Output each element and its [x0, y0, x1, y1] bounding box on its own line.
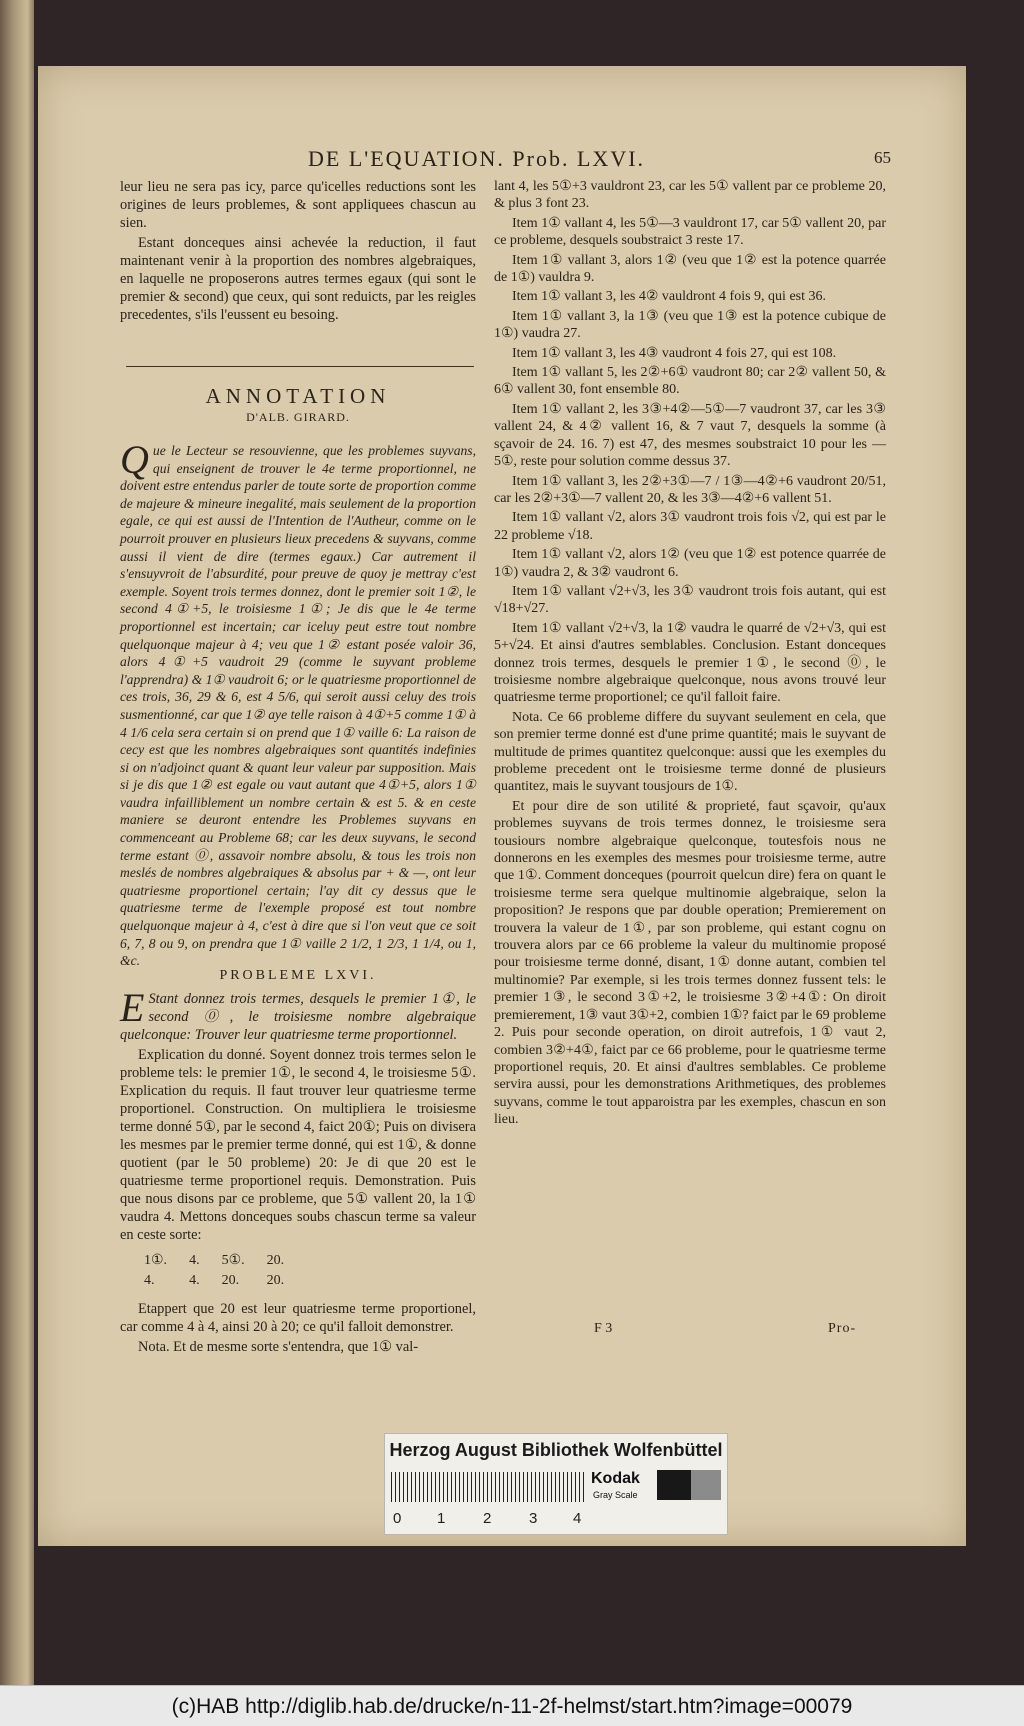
right-paragraph: lant 4, les 5①+3 vauldront 23, car les 5① vallent par ce probleme 20, & plus 3 font 23.	[494, 179, 886, 212]
table-cell: 1①.	[144, 1253, 168, 1268]
right-paragraph: Nota. Ce 66 probleme differe du suyvant seulement en cela, que son premier terme donné est d'une prime quantité; mais le suyvant de multitude de primes quantitez quelconque: aussi que les exemples du probleme precedent ont le troisiesme terme donné de plusieurs quantitez, mais le suyvant tousjours de 1①.	[494, 709, 886, 795]
table-row	[144, 1252, 306, 1272]
catchword: Pro-	[828, 1321, 857, 1336]
ruler-number: 2	[483, 1510, 492, 1527]
book-page	[38, 66, 966, 1546]
problem-title: PROBLEME LXVI.	[219, 968, 377, 983]
table-cell: 20.	[221, 1273, 240, 1288]
right-paragraph: Et pour dire de son utilité & proprieté, faut sçavoir, qu'aux problemes suyvans de trois termes donnez, le troisiesme sera tousiours nombre algebraique quelconque, toutesfois nous ne donnerons en les exemples des mesmes pour troisiesme terme, autre que 1①. Comment donceques (pourroit quelcun dire) fera on quant le troisiesme terme sera quelque multinomie algebraique, selon la proposition? Je respons que par double operation; Premierement on trouvera la valeur de 1①, par son probleme, qui estant cognu on trouvera alors par ce 66 probleme la valeur du multinomie proposé pour troisiesme terme donné, disant, 1① donne autant, combien tel multinomie? Par exemple, si les trois termes donnez fussent tels: le premier 1③, le second 3①+2, le troisiesme 3②+4①: On diroit premierement, 1③ vaut 3①+2, combien 1①? faict par le 69 probleme 2. Puis pour seconde operation, on diroit autrefois, 1① vaut 2, combien 3②+4①, faict par ce 66 probleme, pour le quatriesme terme proportionel requis, 20. Et ainsi d'aultres semblables. Ce probleme servira aussi, pour les demonstrations Arithmetiques, des problemes suyvans, comme le tout apparoistra par les exemples, chascun en son lieu.	[494, 798, 886, 1128]
table-cell: 20.	[266, 1273, 285, 1288]
gray-patch-dark	[657, 1470, 691, 1500]
right-paragraph: Item 1① vallant 4, les 5①—3 vauldront 17, car 5① vallent 20, par ce probleme, desquels soubstraict 3 reste 17.	[494, 215, 886, 249]
signature-mark: F 3	[594, 1321, 613, 1336]
table-cell: 20.	[266, 1253, 285, 1268]
table-row	[144, 1272, 306, 1292]
table-cell: 5①.	[221, 1253, 245, 1268]
ruler-number: 4	[573, 1510, 582, 1527]
table-cell: 4.	[144, 1273, 155, 1288]
problem-section	[120, 985, 476, 1358]
right-paragraph: Item 1① vallant √2, alors 3① vaudront trois fois √2, qui est par le 22 probleme √18.	[494, 510, 886, 543]
problem-statement: Stant donnez trois termes, desquels le premier 1①, le second ⓪, le troisiesme nombre algebraique quelconque: Trouver leur quatriesme terme proportionnel.	[120, 991, 476, 1043]
page-number: 65	[874, 148, 891, 167]
table-cell: 4.	[189, 1253, 200, 1268]
left-column-top	[120, 178, 476, 326]
annotation-text: ue le Lecteur se resouvienne, que les problemes suyvans, qui enseignent de trouver le 4e terme proportionnel, ne doivent estre entendus parler de toute sorte de proportion comme de majeure & mineure inegalité, mais seulement de la proportion egale, ce qui est aussi de l'Intention de l'Autheur, comme on le pourroit prouver en plusieurs lieux precedens & suyvans, comme aussi il vient de dire (termes egaux.) Car autrement il s'ensuyvroit de l'absurdité, pour preuve de quoy je mettray c'est exemple. Soyent trois termes donnez, dont le premier soit 1②, le second 4①+5, le troisiesme 1①; Je dis que le 4e terme proportionnel est incertain; car iceluy peut estre tout nombre quelquonque majeur à 4; veu que 1② estant posée valoir 36, alors 4①+5 vaudroit 29 (comme le suyvant probleme l'apprendra) & 1① vaudroit 6; or le quatriesme proportionnel de ces trois, 36, 29 & 6, est 4 5/6, qui seroit aussi celuy des trois susmentionné, car que 1② aye telle raison à 4①+5 comme 1① à 4 1/6 cela sera certain si on prend que 1① vaille 6: La raison de cecy est que les nombres algebraiques sont quantités indefinies si on n'adjoinct quant & quant leur valeur par supposition. Mais si je dis que 1② est egale ou vaut autant que 4①+5, alors 1① vaudra infailliblement un nombre certain & est 5. & en ceste maniere se deuront entendre les Problemes suyvans en commenceant au Probleme 68; car les deux suyvans, le second terme estant ⓪, assavoir nombre absolu, & tous les trois non meslés de nombres algebraiques & absolus par + & —, ont leur quatriesme proportionel certain; l'ay dit cy dessus que le quatriesme terme de l'exemple proposé est tout nombre quelquonque majeur à 4, c'est à dire que si l'on veut que ce soit 6, 7, 8 ou 9, on prendra que 1① vaille 2 1/2, 1 2/3, 1 1/4, ou 1, &c.	[120, 443, 476, 969]
right-paragraph: Item 1① vallant 3, alors 1② (veu que 1② est la potence quarrée de 1①) vauldra 9.	[494, 252, 886, 286]
ruler-number: 3	[529, 1510, 538, 1527]
ruler-scale	[391, 1472, 587, 1502]
right-paragraph: Item 1① vallant 3, les 4③ vaudront 4 fois 27, qui est 108.	[512, 345, 837, 361]
source-url-text[interactable]: (c)HAB http://diglib.hab.de/drucke/n-11-2f-helmst/start.htm?image=00079	[171, 1695, 853, 1718]
kodak-logo: Kodak	[591, 1470, 640, 1487]
annotation-dropcap: Q	[120, 437, 149, 482]
table-cell: 4.	[189, 1273, 200, 1288]
right-paragraph: Item 1① vallant √2+√3, les 3① vaudront trois fois autant, qui est √18+√27.	[494, 583, 886, 617]
color-target-card	[384, 1433, 728, 1535]
right-paragraph: Item 1① vallant 2, les 3③+4②—5①—7 vaudront 37, car les 3③ vallent 24, & 4② vallent 16, & 7 vaut 7, desquels la somme (à sçavoir de 24. 16. 7) est 47, des mesmes soubstraict 10 pour les —5①, reste pour solution comme dessus 37.	[494, 401, 886, 470]
right-paragraph: Item 1① vallant 3, les 2②+3①—7 / 1③—4②+6 vaudront 20/51, car les 2②+3①—7 vallent 20, & les 3③—4②+6 vallent 51.	[494, 473, 886, 506]
right-paragraph: Item 1① vallant √2+√3, la 1② vaudra le quarré de √2+√3, qui est 5+√24. Et ainsi d'autres semblables. Conclusion. Estant donceques donnez trois termes, desquels le premier 1①, le second ⓪, le troisiesme nombre algebraique quelconque, nous avons trouvé leur quatriesme terme proportionel; ce qu'il falloit faire.	[494, 620, 886, 706]
annotation-title: ANNOTATION	[205, 384, 391, 408]
annotation-subtitle: D'ALB. GIRARD.	[246, 410, 350, 424]
left-page-edge	[0, 0, 34, 1685]
ruler-number: 1	[437, 1510, 446, 1527]
right-paragraph: Item 1① vallant 3, la 1③ (veu que 1③ est la potence cubique de 1①) vaudra 27.	[494, 308, 886, 342]
left-paragraph-1: leur lieu ne sera pas icy, parce qu'icelles reductions sont les origines de leurs problemes, & sont appliquees chascun au sien.	[120, 179, 476, 231]
right-paragraph: Item 1① vallant 5, les 2②+6① vaudront 80; car 2② vallent 50, & 6① vallent 30, font ensemble 80.	[494, 365, 886, 398]
problem-dropcap: E	[120, 985, 145, 1030]
library-label: Herzog August Bibliothek Wolfenbüttel	[389, 1440, 723, 1460]
grayscale-label: Gray Scale	[593, 1490, 638, 1500]
nota-paragraph: Nota. Et de mesme sorte s'entendra, que 1① val-	[138, 1339, 419, 1355]
conclusion-paragraph: Etappert que 20 est leur quatriesme terme proportionel, car comme 4 à 4, ainsi 20 à 20; ce qu'il falloit demonstrer.	[120, 1301, 476, 1335]
right-paragraph: Item 1① vallant 3, les 4② vauldront 4 fois 9, qui est 36.	[512, 289, 827, 305]
right-column	[494, 178, 886, 1131]
running-head: DE L'EQUATION. Prob. LXVI.	[308, 146, 646, 171]
right-paragraph: Item 1① vallant √2, alors 1② (veu que 1② est potence quarrée de 1①) vaudra 2, & 3② vaudront 6.	[494, 547, 886, 580]
explication-paragraph: Explication du donné. Soyent donnez trois termes selon le probleme tels: le premier 1①, le second 4, le troisiesme 5①. Explication du requis. Il faut trouver leur quatriesme terme proportionel. Construction. On multipliera le troisiesme terme donné 5①, par le second 4, faict 20①; Puis on divisera les mesmes par le premier terme donné, qui est 1①, & donne quotient (par le 50 probleme) 20: Je di que 20 est le quatriesme terme proportionel requis. Demonstration. Puis que nous disons par ce probleme, que 5① vallent 20, la 1① vaudra 4. Mettons donceques soubs chascun terme sa valeur en ceste sorte:	[120, 1047, 476, 1243]
ruler-number: 0	[393, 1510, 402, 1527]
section-rule	[126, 366, 474, 367]
left-paragraph-2: Estant donceques ainsi achevée la reduction, il faut maintenant venir à la proportion des nombres algebraiques, en laquelle ne proposerons autres termes egaux (qui sont le premier & second) que ceux, qui sont reduicts, par les reigles precedentes, s'ils l'eussent eu besoing.	[120, 235, 476, 323]
annotation-body	[120, 437, 476, 970]
source-footer	[0, 1685, 1024, 1726]
proportion-table	[144, 1252, 306, 1292]
gray-patch-mid	[691, 1470, 721, 1500]
